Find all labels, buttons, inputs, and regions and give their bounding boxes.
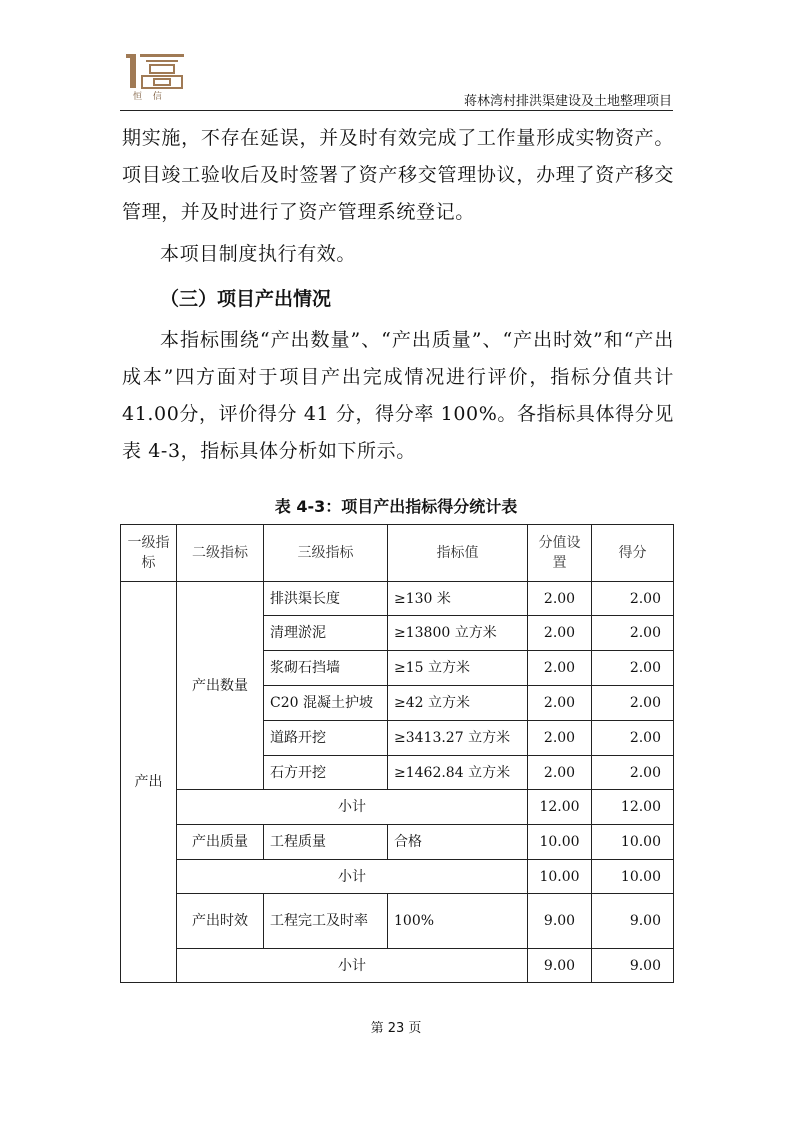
subtotal-weight: 10.00 (528, 860, 592, 894)
paragraph-3 (122, 322, 674, 470)
header-weight: 分值设 置 (528, 525, 592, 582)
indicator-value: ≥42 立方米 (388, 686, 528, 721)
weight-value: 9.00 (528, 894, 592, 949)
paragraph-1 (122, 120, 674, 231)
indicator-value: ≥130 米 (388, 582, 528, 616)
header-value: 指标值 (388, 525, 528, 582)
score-value: 2.00 (592, 582, 674, 616)
score-value: 2.00 (592, 756, 674, 790)
level1-output: 产出 (121, 582, 177, 983)
subtotal-weight: 12.00 (528, 790, 592, 825)
header-level2: 二级指标 (177, 525, 264, 582)
subtotal-row (121, 949, 674, 983)
level2-quality: 产出质量 (177, 825, 264, 860)
subtotal-row (121, 790, 674, 825)
table-row (121, 894, 674, 949)
weight-value: 2.00 (528, 616, 592, 651)
subtotal-label: 小计 (177, 860, 528, 894)
indicator-value: ≥3413.27 立方米 (388, 721, 528, 756)
score-value: 2.00 (592, 721, 674, 756)
indicator-value: 合格 (388, 825, 528, 860)
paragraph-2-text: 本项目制度执行有效。 (160, 243, 357, 265)
level3-name: 道路开挖 (264, 721, 388, 756)
weight-value: 2.00 (528, 686, 592, 721)
subtotal-row (121, 860, 674, 894)
level3-name: 工程质量 (264, 825, 388, 860)
table-row (121, 582, 674, 616)
score-value: 2.00 (592, 651, 674, 686)
table-header-row (121, 525, 674, 582)
subtotal-weight: 9.00 (528, 949, 592, 983)
paragraph-3-text: 本指标围绕“产出数量”、“产出质量”、“产出时效”和“产出成本”四方面对于项目产出完成情况进行评价，指标分值共计 41.00分，评价得分 41 分，得分率 100%。各指标具体得分见表 4-3，指标具体分析如下所示。 (122, 329, 674, 462)
subtotal-score: 12.00 (592, 790, 674, 825)
level3-name: C20 混凝土护坡 (264, 686, 388, 721)
weight-value: 2.00 (528, 651, 592, 686)
table-row (121, 825, 674, 860)
indicator-value: 100% (388, 894, 528, 949)
header-rule (120, 110, 673, 111)
weight-value: 10.00 (528, 825, 592, 860)
paragraph-1-text: 期实施，不存在延误，并及时有效完成了工作量形成实物资产。项目竣工验收后及时签署了资产移交管理协议，办理了资产移交管理，并及时进行了资产管理系统登记。 (122, 127, 674, 223)
subtotal-label: 小计 (177, 949, 528, 983)
indicator-value: ≥1462.84 立方米 (388, 756, 528, 790)
header-title: 蒋林湾村排洪渠建设及土地整理项目 (463, 94, 672, 109)
paragraph-2 (122, 236, 674, 273)
weight-value: 2.00 (528, 721, 592, 756)
indicator-value: ≥15 立方米 (388, 651, 528, 686)
table-caption: 表 4-3：项目产出指标得分统计表 (274, 497, 518, 516)
section-heading: （三）项目产出情况 (160, 288, 332, 310)
output-score-table (120, 524, 674, 983)
score-value: 10.00 (592, 825, 674, 860)
level3-name: 石方开挖 (264, 756, 388, 790)
score-value: 2.00 (592, 616, 674, 651)
level3-name: 清理淤泥 (264, 616, 388, 651)
score-value: 2.00 (592, 686, 674, 721)
header-level1: 一级指标 (121, 525, 177, 582)
level2-quantity: 产出数量 (177, 582, 264, 790)
level3-name: 排洪渠长度 (264, 582, 388, 616)
weight-value: 2.00 (528, 582, 592, 616)
page-number: 第 23 页 (370, 1021, 422, 1036)
subtotal-score: 10.00 (592, 860, 674, 894)
header-score: 得分 (592, 525, 674, 582)
level2-timeliness: 产出时效 (177, 894, 264, 949)
header-level3: 三级指标 (264, 525, 388, 582)
subtotal-score: 9.00 (592, 949, 674, 983)
level3-name: 工程完工及时率 (264, 894, 388, 949)
subtotal-label: 小计 (177, 790, 528, 825)
weight-value: 2.00 (528, 756, 592, 790)
level3-name: 浆砌石挡墙 (264, 651, 388, 686)
score-value: 9.00 (592, 894, 674, 949)
indicator-value: ≥13800 立方米 (388, 616, 528, 651)
logo-text: 恒 信 (133, 92, 166, 102)
